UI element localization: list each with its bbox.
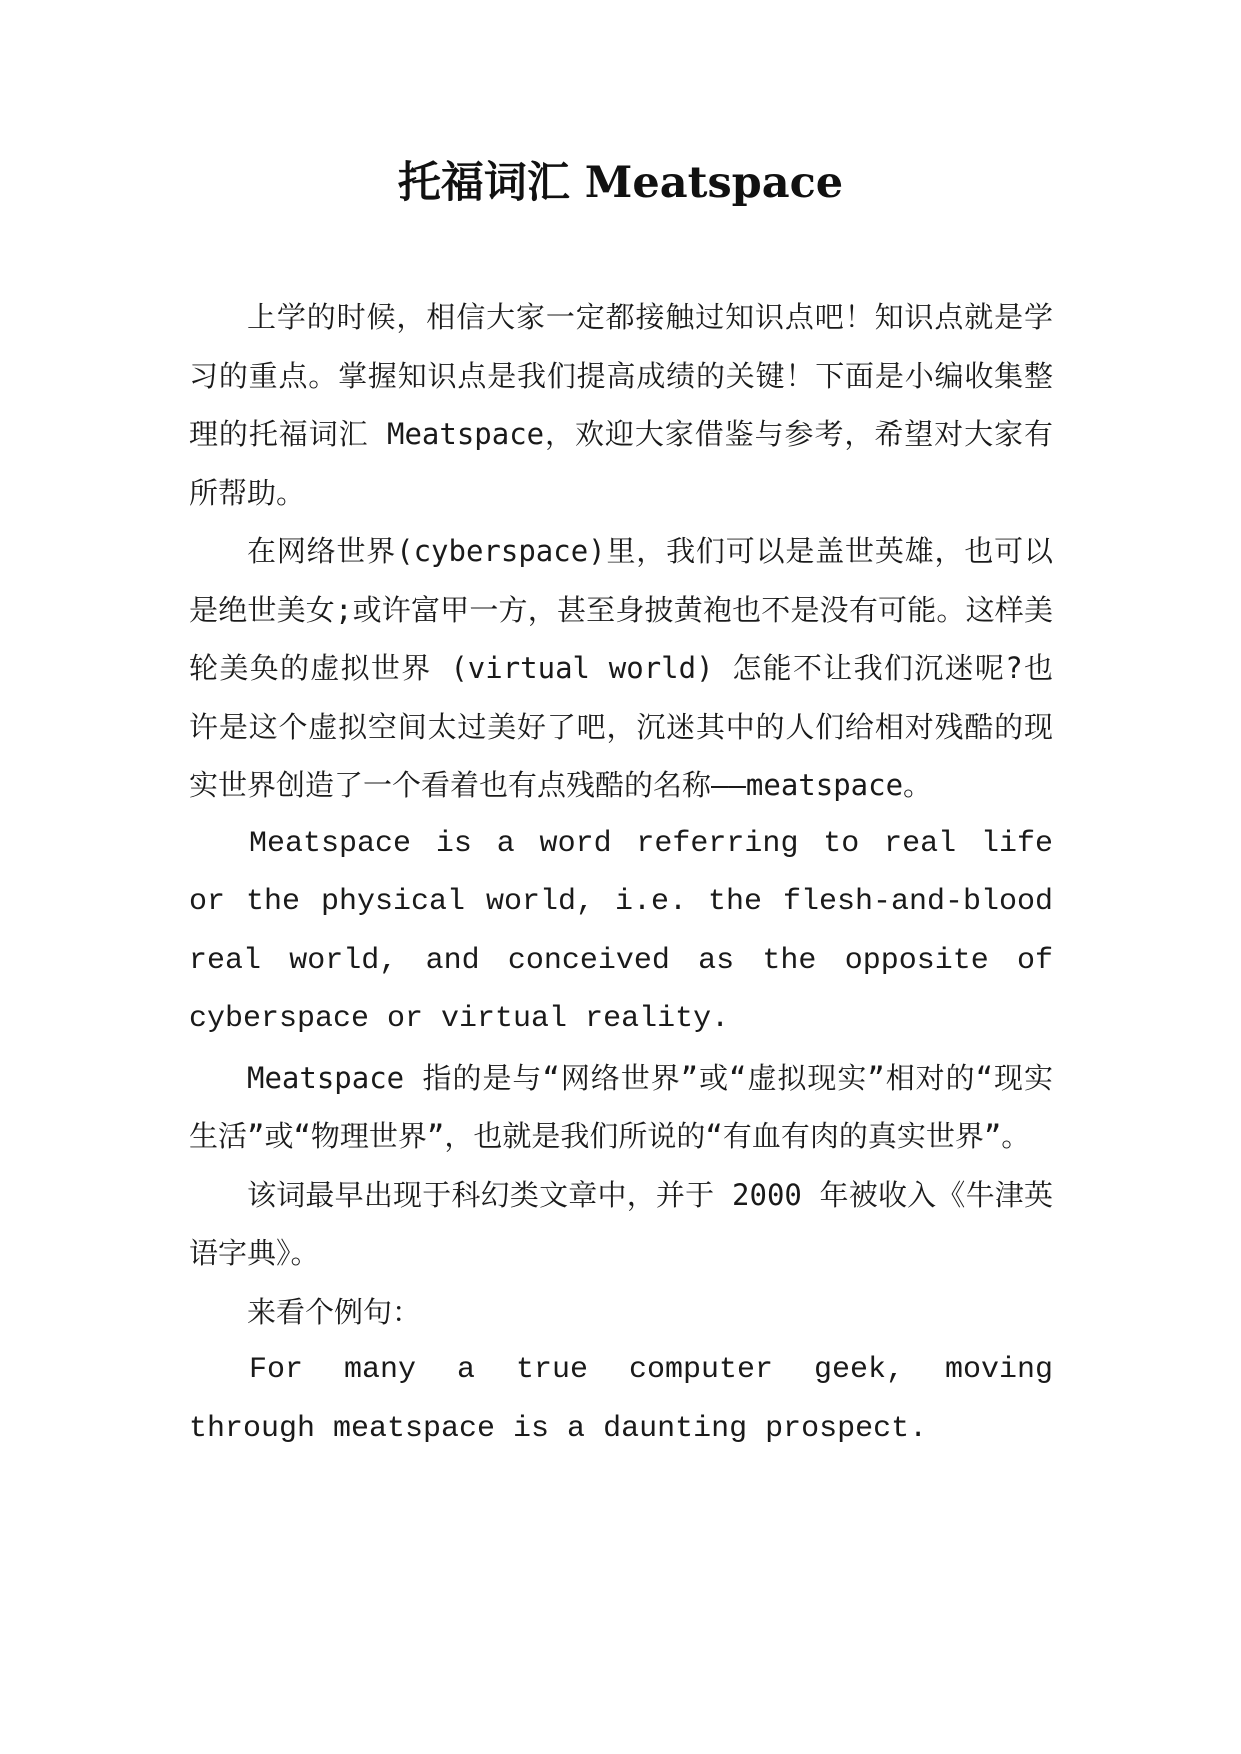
document-body xyxy=(189,288,1053,1458)
paragraph-chinese-definition: Meatspace 指的是与“网络世界”或“虚拟现实”相对的“现实生活”或“物理世界”，也就是我们所说的“有血有肉的真实世界”。 xyxy=(189,1060,1053,1153)
paragraph-english-definition: Meatspace is a word referring to real life or the physical world, i.e. the flesh-and-blood real world, and conceived as the opposite of cyberspace or virtual reality. xyxy=(189,826,1053,1036)
paragraph-example-sentence: For many a true computer geek, moving through meatspace is a daunting prospect. xyxy=(189,1353,1053,1446)
paragraph-origin: 该词最早出现于科幻类文章中，并于 2000 年被收入《牛津英语字典》。 xyxy=(189,1177,1053,1270)
paragraph-intro: 上学的时候，相信大家一定都接触过知识点吧！知识点就是学习的重点。掌握知识点是我们提高成绩的关键！下面是小编收集整理的托福词汇 Meatspace，欢迎大家借鉴与参考，希望对大家有所帮助。 xyxy=(189,300,1053,510)
paragraph-cyberspace: 在网络世界(cyberspace)里，我们可以是盖世英雄，也可以是绝世美女;或许富甲一方，甚至身披黄袍也不是没有可能。这样美轮美奂的虚拟世界 (virtual world) 怎能不让我们沉迷呢?也许是这个虚拟空间太过美好了吧，沉迷其中的人们给相对残酷的现实世界创造了一个看着也有点残酷的名称——meatspace。 xyxy=(189,534,1053,802)
paragraph-example-intro: 来看个例句： xyxy=(247,1294,422,1329)
page-title: 托福词汇 Meatspace xyxy=(397,158,844,208)
